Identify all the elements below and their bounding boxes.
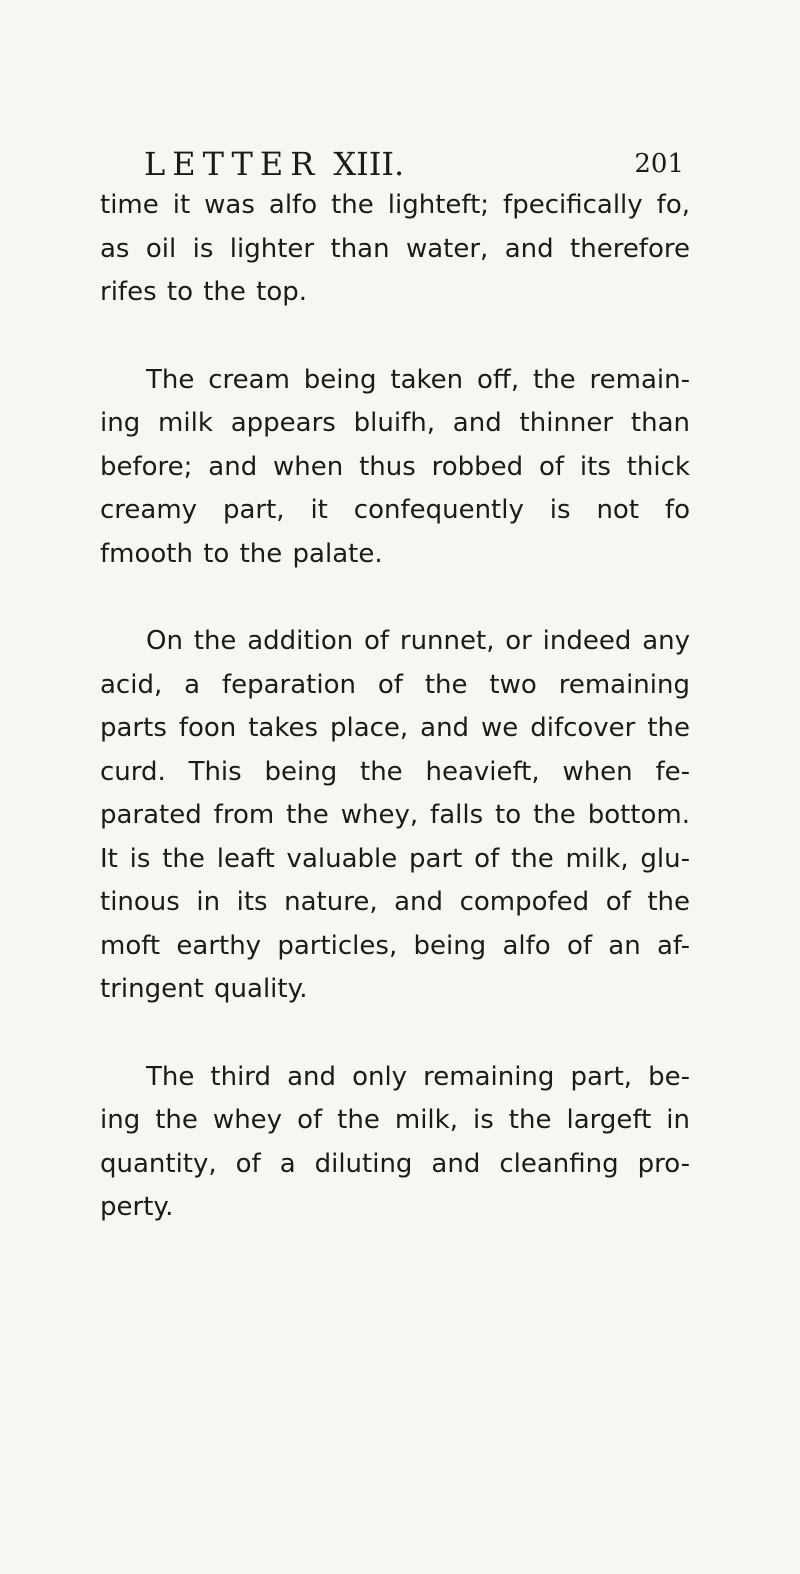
paragraph-curd: On the addition of runnet, or indeed any acid, a feparation of the two remaining parts foon takes place, and we difcover the curd. This being the heavieft, when fe-parated from the whey, falls to the bottom. It is the leaft valuable part of the milk, glu-tinous in its nature, and compofed of the moft earthy particles, being alfo of an af-tringent quality. (100, 626, 690, 1004)
letter-numeral: XIII. (333, 145, 405, 183)
letter-heading: LETTER (144, 145, 322, 183)
paragraph-cream: The cream being taken off, the remain-ing milk appears bluifh, and thinner than before; and when thus robbed of its thick creamy part, it confequently is not fo fmooth to the palate. (100, 364, 690, 569)
paragraph-continuation: time it was alfo the lighteft; fpecifically fo, as oil is lighter than water, and therefore rifes to the top. (100, 190, 690, 307)
page-number: 201 (634, 149, 684, 179)
paragraph-whey: The third and only remaining part, be-ing the whey of the milk, is the largeft in quantity, of a diluting and cleanfing pro-perty. (100, 1061, 690, 1222)
body-text (100, 184, 690, 1230)
running-head (144, 140, 684, 188)
